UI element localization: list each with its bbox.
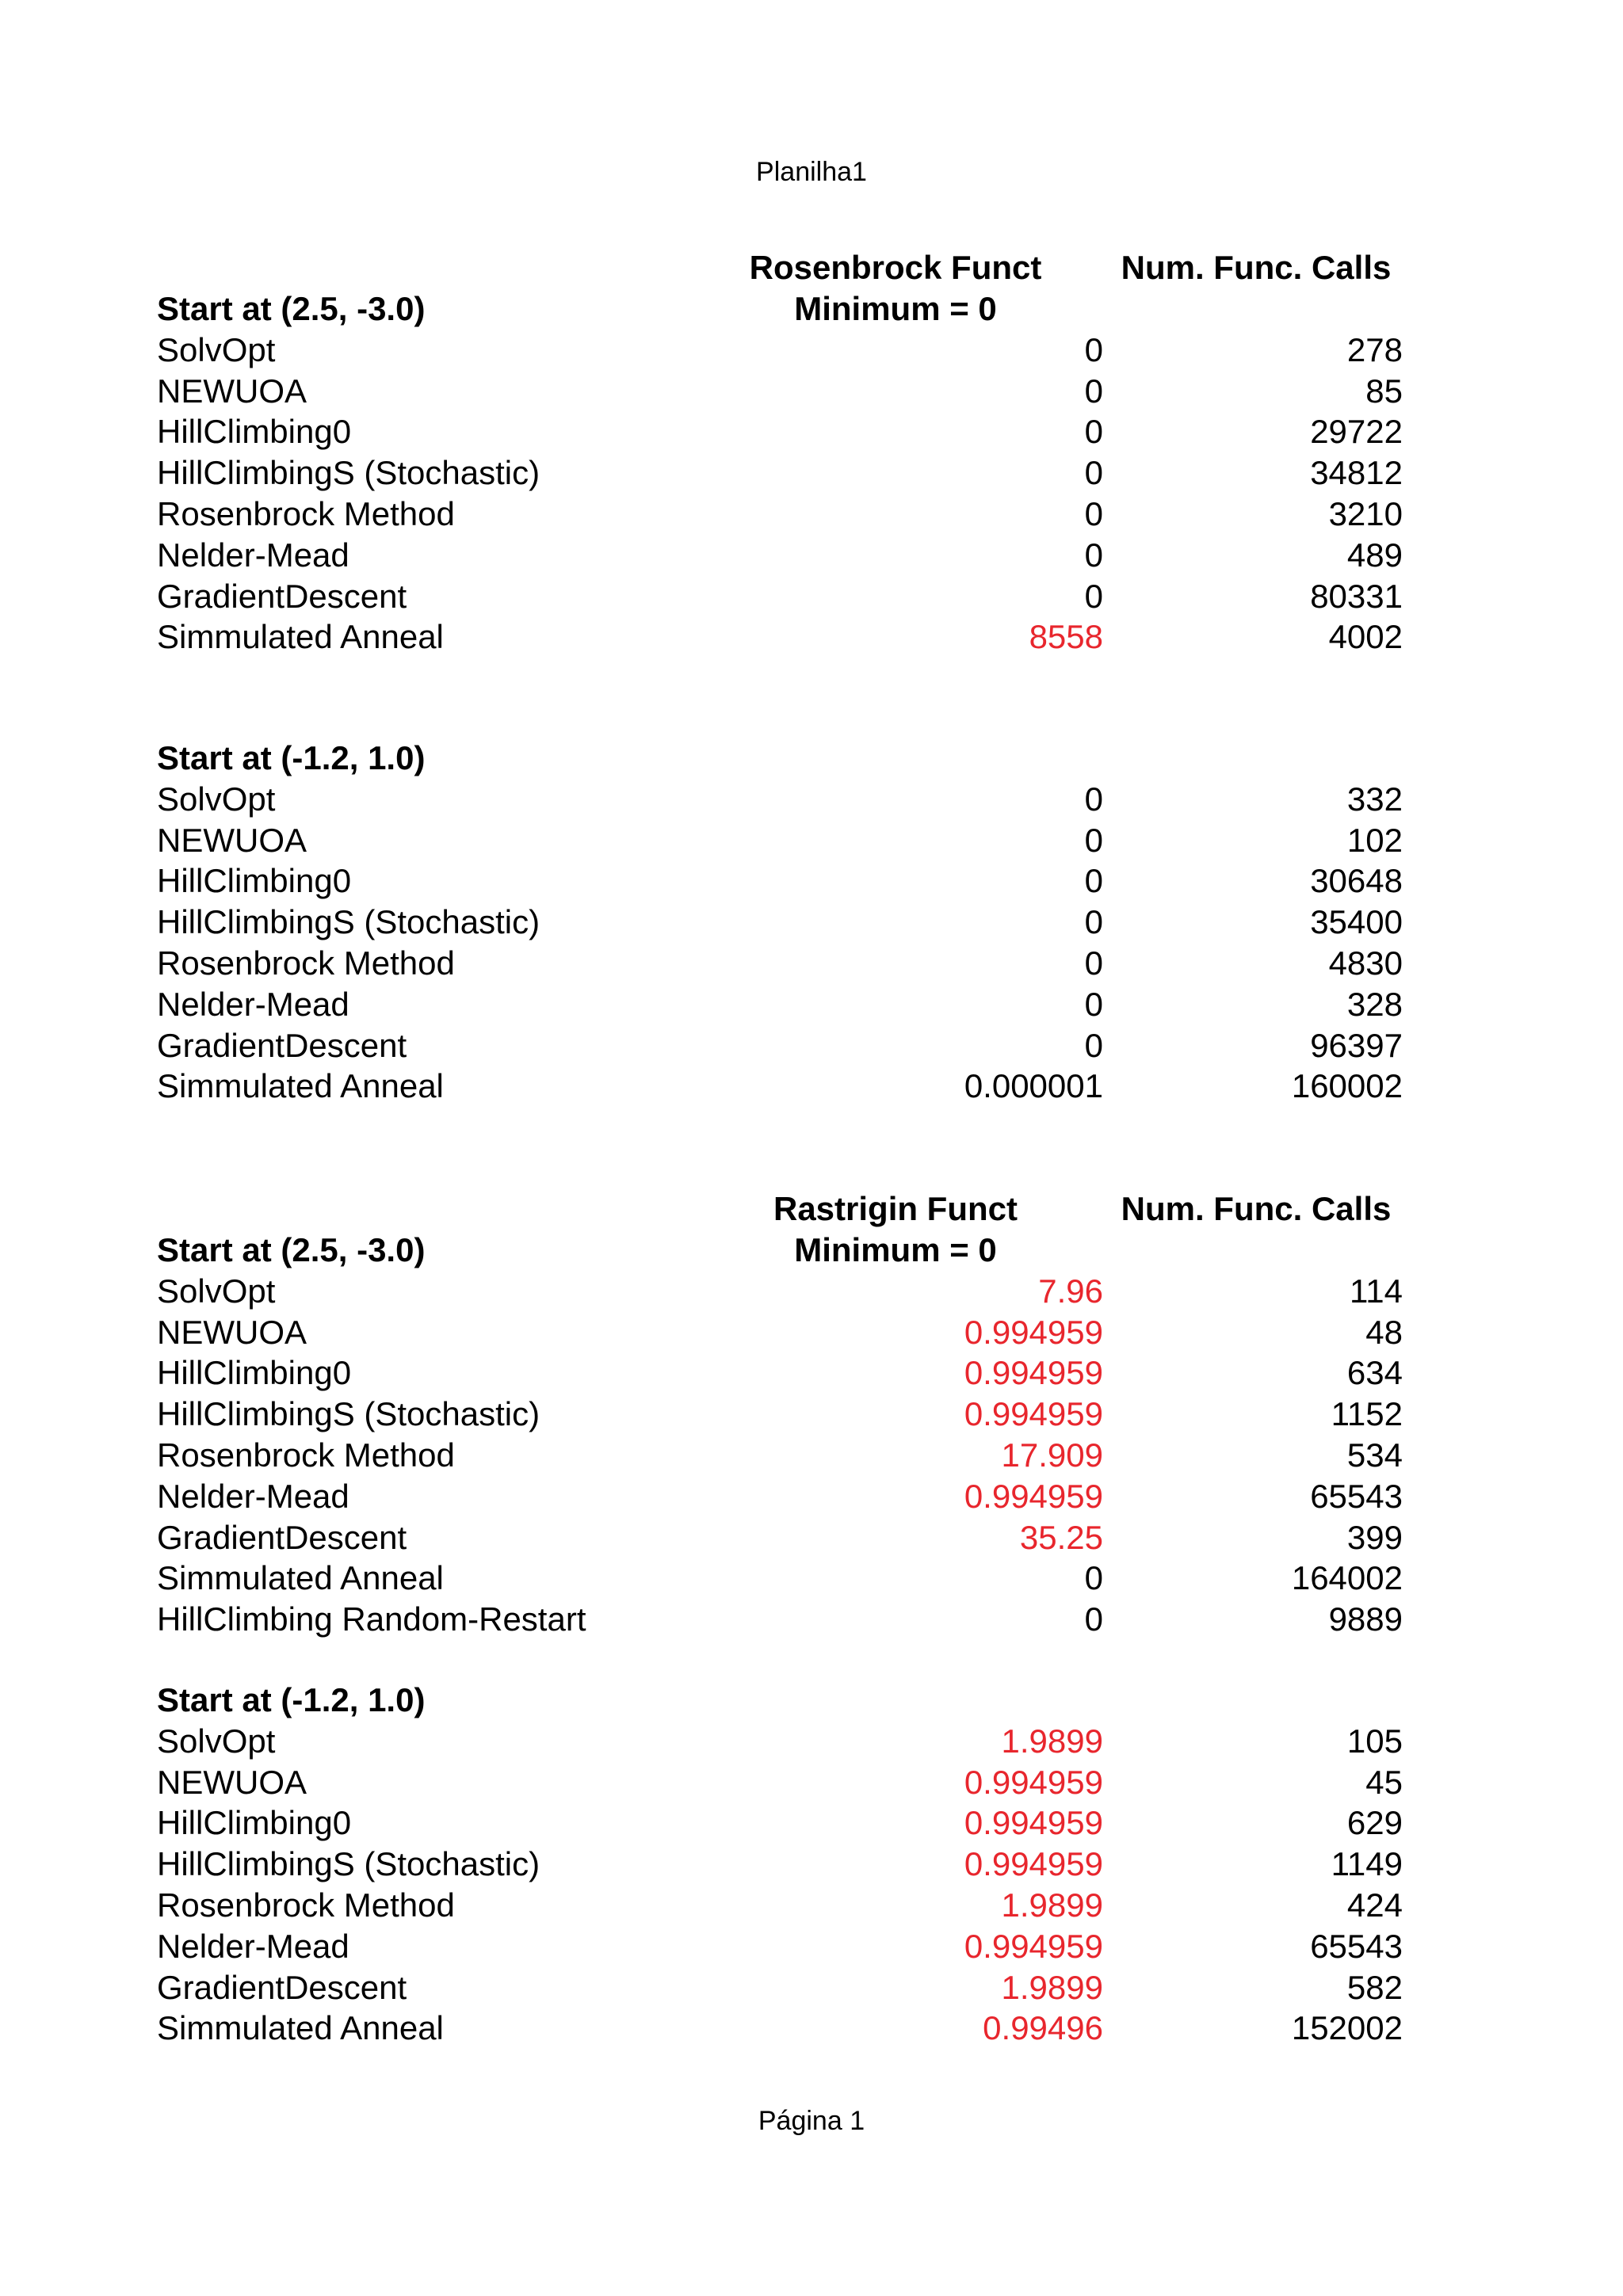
method-name: HillClimbingS (Stochastic): [157, 903, 540, 941]
method-name: Simmulated Anneal: [157, 2009, 444, 2047]
function-value: 0: [1084, 1026, 1103, 1064]
function-calls: 85: [1365, 372, 1403, 410]
table-row: [157, 1967, 1403, 2008]
function-value: 0: [1084, 577, 1103, 615]
function-value: 0.994959: [964, 1477, 1103, 1515]
section-start-label: [157, 1230, 1403, 1271]
method-name: HillClimbing0: [157, 862, 352, 900]
method-name: SolvOpt: [157, 330, 276, 368]
function-calls: 582: [1346, 1968, 1403, 2006]
table-row: [157, 576, 1403, 617]
method-name: Simmulated Anneal: [157, 618, 444, 656]
table-row: [157, 1271, 1403, 1312]
start-label-text: Start at (-1.2, 1.0): [157, 1681, 426, 1718]
method-name: Rosenbrock Method: [157, 1436, 455, 1474]
table-row: [157, 616, 1403, 658]
function-value: 0: [1084, 1600, 1103, 1638]
method-name: HillClimbing0: [157, 1354, 352, 1392]
page-number: Página 1: [758, 2106, 865, 2136]
function-calls: 1152: [1331, 1395, 1403, 1433]
table-row: [157, 1885, 1403, 1926]
function-calls: 30648: [1310, 862, 1403, 900]
method-name: Nelder-Mead: [157, 536, 349, 574]
function-value: 1.9899: [1001, 1722, 1103, 1760]
function-calls: 399: [1346, 1518, 1403, 1556]
function-value: 0: [1084, 903, 1103, 941]
function-value: 0.994959: [964, 1313, 1103, 1351]
function-calls: 48: [1365, 1313, 1403, 1351]
function-value: 0.994959: [964, 1395, 1103, 1433]
function-header: Rastrigin Funct: [773, 1190, 1018, 1227]
table-row: [157, 984, 1403, 1025]
table-row: [157, 1312, 1403, 1353]
table-row: [157, 860, 1403, 902]
method-name: Nelder-Mead: [157, 1477, 349, 1515]
function-calls: 634: [1346, 1354, 1403, 1392]
function-value: 1.9899: [1001, 1886, 1103, 1924]
function-calls: 1149: [1331, 1845, 1403, 1883]
table-row: [157, 1352, 1403, 1394]
table-row: [157, 1025, 1403, 1066]
minimum-label: Minimum = 0: [794, 1231, 997, 1268]
function-calls: 4830: [1328, 944, 1403, 982]
function-value: 0: [1084, 413, 1103, 451]
function-value: 17.909: [1001, 1436, 1103, 1474]
function-calls: 4002: [1328, 618, 1403, 656]
function-value: 0: [1084, 330, 1103, 368]
method-name: Rosenbrock Method: [157, 1886, 455, 1924]
function-value: 0: [1084, 1559, 1103, 1597]
function-calls: 102: [1346, 821, 1403, 859]
method-name: Rosenbrock Method: [157, 495, 455, 532]
table-row: [157, 411, 1403, 452]
table-row: [157, 1844, 1403, 1885]
function-value: 0: [1084, 780, 1103, 818]
function-value: 0.994959: [964, 1804, 1103, 1842]
table-row: [157, 779, 1403, 820]
table-row: [157, 452, 1403, 494]
calls-header: Num. Func. Calls: [1121, 249, 1392, 286]
method-name: NEWUOA: [157, 1313, 307, 1351]
start-label-text: Start at (-1.2, 1.0): [157, 739, 426, 776]
function-calls: 65543: [1310, 1927, 1403, 1965]
function-value: 0.994959: [964, 1845, 1103, 1883]
method-name: SolvOpt: [157, 1272, 276, 1310]
table-row: [157, 1517, 1403, 1558]
method-name: GradientDescent: [157, 1026, 407, 1064]
function-calls: 160002: [1291, 1067, 1403, 1105]
function-value: 0: [1084, 944, 1103, 982]
method-name: SolvOpt: [157, 780, 276, 818]
method-name: GradientDescent: [157, 577, 407, 615]
method-name: GradientDescent: [157, 1518, 407, 1556]
function-value: 0: [1084, 862, 1103, 900]
table-row: [157, 330, 1403, 371]
method-name: Nelder-Mead: [157, 1927, 349, 1965]
function-calls: 3210: [1328, 495, 1403, 532]
function-value: 0: [1084, 821, 1103, 859]
table-row: [157, 494, 1403, 535]
method-name: NEWUOA: [157, 1763, 307, 1801]
table-row: [157, 535, 1403, 576]
sheet-title: Planilha1: [756, 157, 867, 187]
method-name: Nelder-Mead: [157, 985, 349, 1023]
function-value: 0.000001: [964, 1067, 1103, 1105]
table-row: [157, 1435, 1403, 1476]
function-value: 8558: [1029, 618, 1103, 656]
method-name: HillClimbingS (Stochastic): [157, 1845, 540, 1883]
section-start-label: [157, 738, 1403, 779]
function-calls: 105: [1346, 1722, 1403, 1760]
table-row: [157, 371, 1403, 412]
method-name: HillClimbingS (Stochastic): [157, 1395, 540, 1433]
function-header: Rosenbrock Funct: [749, 249, 1042, 286]
table-row: [157, 1721, 1403, 1762]
method-name: HillClimbingS (Stochastic): [157, 454, 540, 492]
minimum-label: Minimum = 0: [794, 290, 997, 327]
method-name: GradientDescent: [157, 1968, 407, 2006]
function-calls: 164002: [1291, 1559, 1403, 1597]
function-calls: 45: [1365, 1763, 1403, 1801]
section-start-label: [157, 1680, 1403, 1721]
function-calls: 424: [1346, 1886, 1403, 1924]
table-row: [157, 1599, 1403, 1640]
function-calls: 152002: [1291, 2009, 1403, 2047]
start-label-text: Start at (2.5, -3.0): [157, 1231, 426, 1268]
start-label-text: Start at (2.5, -3.0): [157, 290, 426, 327]
function-calls: 96397: [1310, 1026, 1403, 1064]
table-row: [157, 820, 1403, 861]
function-value: 0.994959: [964, 1927, 1103, 1965]
table-row: [157, 1558, 1403, 1599]
function-calls: 332: [1346, 780, 1403, 818]
function-value: 0: [1084, 372, 1103, 410]
method-name: NEWUOA: [157, 372, 307, 410]
table-row: [157, 1762, 1403, 1803]
function-calls: 35400: [1310, 903, 1403, 941]
method-name: HillClimbing0: [157, 1804, 352, 1842]
method-name: SolvOpt: [157, 1722, 276, 1760]
function-value: 0.994959: [964, 1354, 1103, 1392]
method-name: NEWUOA: [157, 821, 307, 859]
function-value: 0: [1084, 536, 1103, 574]
function-calls: 114: [1350, 1272, 1403, 1310]
function-calls: 328: [1346, 985, 1403, 1023]
function-calls: 65543: [1310, 1477, 1403, 1515]
function-value: 0: [1084, 495, 1103, 532]
table-row: [157, 1066, 1403, 1107]
table-row: [157, 902, 1403, 943]
function-value: 0: [1084, 985, 1103, 1023]
method-name: Simmulated Anneal: [157, 1559, 444, 1597]
method-name: Rosenbrock Method: [157, 944, 455, 982]
section-start-label: [157, 288, 1403, 330]
function-value: 35.25: [1019, 1518, 1103, 1556]
table-row: [157, 1476, 1403, 1517]
function-value: 0.994959: [964, 1763, 1103, 1801]
function-value: 0.99496: [983, 2009, 1103, 2047]
function-calls: 629: [1346, 1804, 1403, 1842]
function-calls: 34812: [1310, 454, 1403, 492]
function-calls: 534: [1346, 1436, 1403, 1474]
function-calls: 278: [1346, 330, 1403, 368]
function-calls: 80331: [1310, 577, 1403, 615]
method-name: HillClimbing0: [157, 413, 352, 451]
table-row: [157, 1802, 1403, 1844]
function-calls: 489: [1346, 536, 1403, 574]
table-row: [157, 943, 1403, 984]
method-name: HillClimbing Random-Restart: [157, 1600, 586, 1638]
table-row: [157, 1394, 1403, 1435]
method-name: Simmulated Anneal: [157, 1067, 444, 1105]
function-calls: 9889: [1328, 1600, 1403, 1638]
table-row: [157, 2008, 1403, 2049]
table-row: [157, 1926, 1403, 1967]
function-calls: 29722: [1310, 413, 1403, 451]
function-value: 7.96: [1038, 1272, 1103, 1310]
function-value: 0: [1084, 454, 1103, 492]
function-value: 1.9899: [1001, 1968, 1103, 2006]
calls-header: Num. Func. Calls: [1121, 1190, 1392, 1227]
